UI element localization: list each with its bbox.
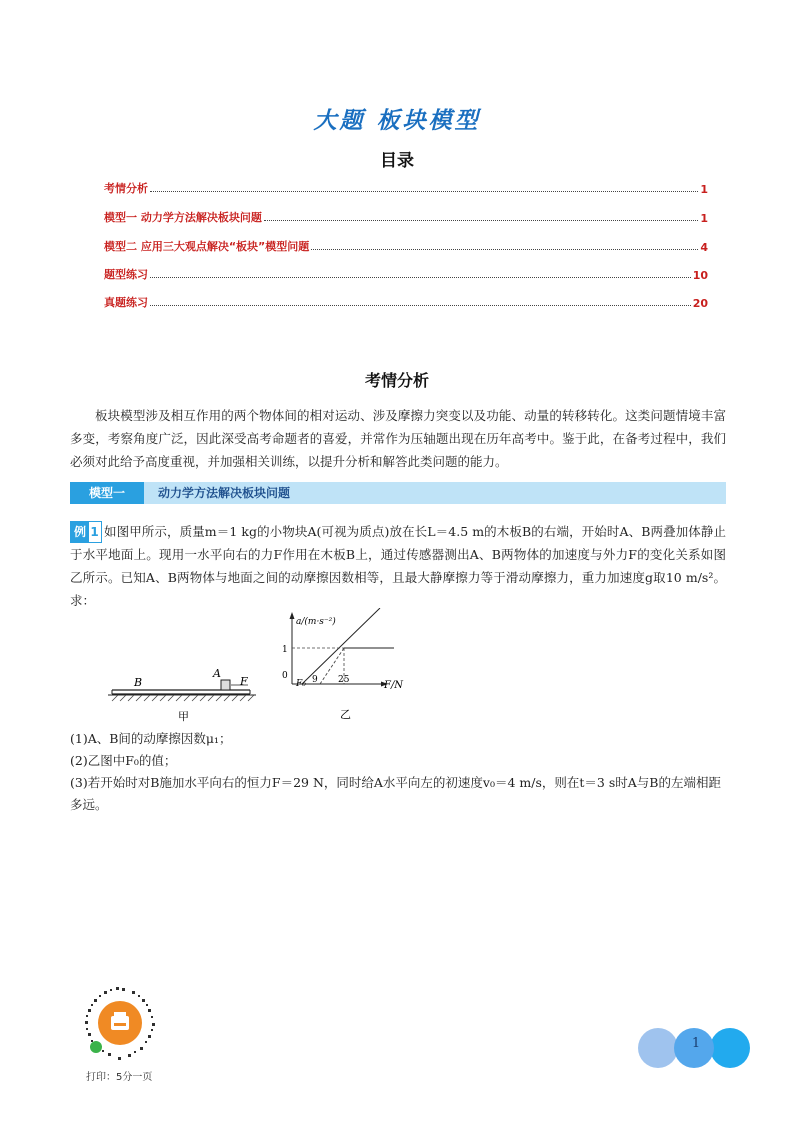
page-number: 1 (691, 1036, 701, 1051)
question-3: (3)若开始时对B施加水平向右的恒力F＝29 N，同时给A水平向左的初速度v₀＝4 m/s，则在t＝3 s时A与B的左端相距多远。 (70, 775, 721, 812)
y-axis-label: a/(m·s⁻²) (296, 617, 336, 627)
toc-heading: 目录 (380, 151, 414, 171)
toc-item[interactable] (104, 207, 708, 225)
model-title: 动力学方法解决板块问题 (158, 486, 291, 500)
model-tag: 模型一 (70, 482, 144, 504)
tick-y1: 1 (282, 645, 288, 655)
question-1: (1)A、B间的动摩擦因数μ₁； (70, 731, 232, 746)
badge-circle-left (638, 1028, 678, 1068)
figure-b-caption: 乙 (340, 708, 351, 721)
label-a: A (213, 667, 221, 680)
example-problem-text: 如图甲所示，质量m＝1 kg的小物块A(可视为质点)放在长L＝4.5 m的木板B的右端，开始时A、B两叠加体静止于水平地面上。现用一水平向右的力F作用在木板B上，通过传感器测出A、B两物体的加速度与外力F的变化关系如图乙所示。已知A、B两物体与地面之间的动摩擦因数相等，且最大静摩擦力等于滑动摩擦力，重力加速度g取10 m/s²。求： (70, 524, 726, 608)
badge-circle-right (710, 1028, 750, 1068)
toc-leader (150, 191, 698, 192)
toc-leader (150, 305, 691, 306)
toc-item-label: 模型二 应用三大观点解决“板块”模型问题 (104, 240, 310, 253)
toc-item[interactable] (104, 178, 708, 196)
document-title: 大题 板块模型 (313, 108, 481, 134)
tick-9: 9 (312, 675, 318, 685)
block-a (221, 680, 230, 690)
label-f: F (240, 675, 248, 688)
toc-leader (264, 220, 699, 221)
toc-item-page: 1 (700, 183, 708, 196)
toc-item-label: 题型练习 (104, 268, 148, 281)
toc-item-label: 真题练习 (104, 296, 148, 309)
toc-item-label: 考情分析 (104, 182, 148, 195)
label-b: B (134, 676, 143, 689)
question-2: (2)乙图中F₀的值； (70, 753, 177, 768)
analysis-heading: 考情分析 (364, 371, 429, 390)
toc-item[interactable] (104, 264, 708, 282)
analysis-paragraph: 板块模型涉及相互作用的两个物体间的相对运动、涉及摩擦力突变以及功能、动量的转移转化。这类问题情境丰富多变，考察角度广泛，因此深受高考命题者的喜爱，并常作为压轴题出现在历年高考中。鉴于此，在备考过程中，我们必须对此给予高度重视，并加强相关训练，以提升分析和解答此类问题的能力。 (70, 408, 726, 469)
x-axis-label: F/N (384, 680, 404, 691)
toc-item-label: 模型一 动力学方法解决板块问题 (104, 211, 262, 224)
tick-f0: F₀ (296, 679, 306, 689)
y-axis-arrow (290, 612, 295, 619)
toc-item[interactable] (104, 236, 708, 254)
example-tag-text: 例 (71, 522, 89, 542)
wechat-icon (90, 1041, 102, 1053)
qr-code[interactable] (82, 985, 158, 1061)
figure-b (280, 608, 420, 722)
qr-code-graphic (82, 985, 158, 1061)
toc-item-page: 10 (692, 269, 708, 282)
print-label: 打印：5分一页 (86, 1072, 153, 1083)
example-tag (70, 521, 102, 543)
toc-item-page: 4 (700, 241, 708, 254)
figure-a (108, 662, 258, 724)
origin-label: 0 (282, 671, 288, 681)
toc-item-page: 20 (692, 297, 708, 310)
toc-leader (311, 249, 698, 250)
example-tag-number: 1 (90, 525, 99, 539)
toc-leader (150, 277, 691, 278)
toc-item[interactable] (104, 292, 708, 310)
tick-25: 25 (338, 675, 350, 685)
toc-item-page: 1 (700, 212, 708, 225)
figure-a-caption: 甲 (178, 710, 189, 723)
ground-hatch (112, 695, 254, 701)
